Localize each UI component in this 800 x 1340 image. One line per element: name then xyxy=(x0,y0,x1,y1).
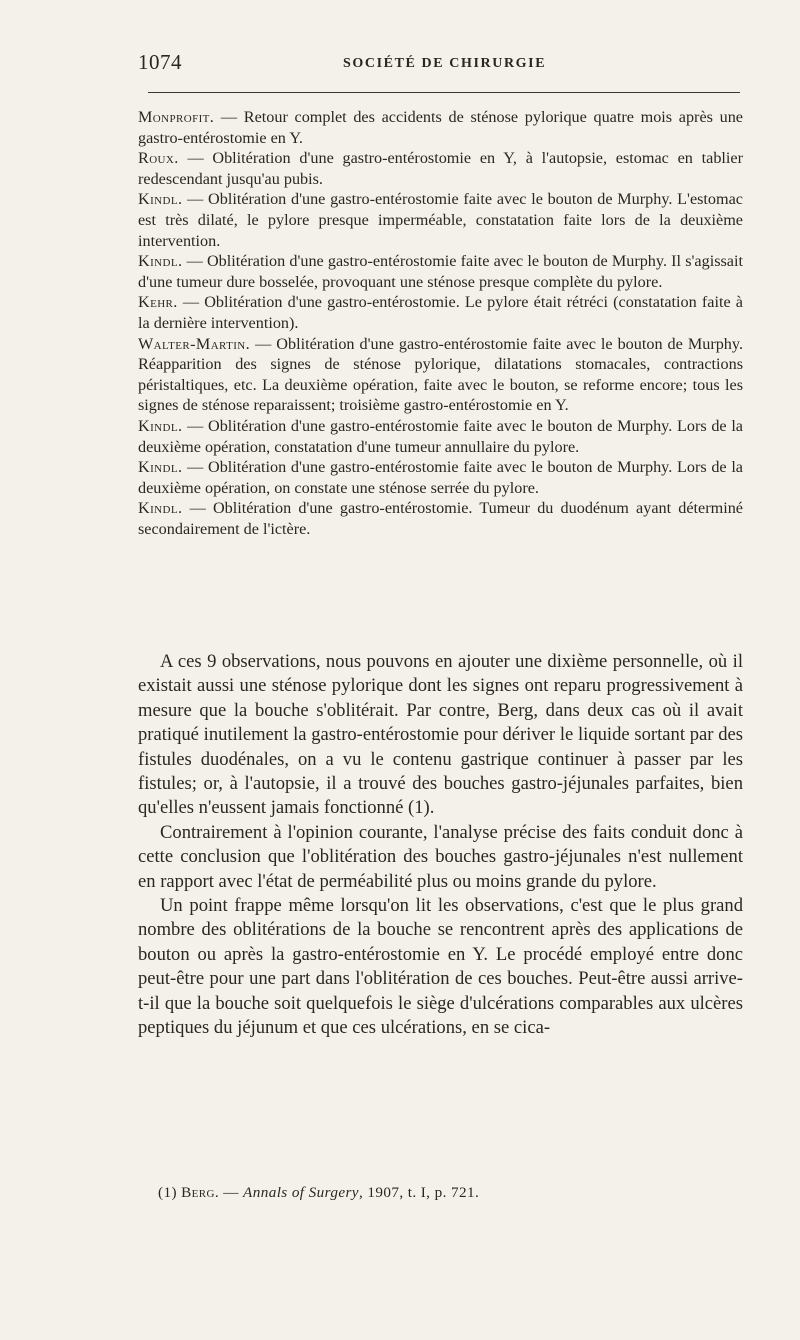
observation-author: Kindl. xyxy=(138,252,183,271)
observation-author: Kindl. xyxy=(138,458,183,477)
observation-text: — Oblitération d'une gastro-entérostomie en Y, à l'autopsie, estomac en tablier redescendant jusqu'au pubis. xyxy=(138,149,743,188)
observation-item xyxy=(138,107,743,148)
paragraph: Un point frappe même lorsqu'on lit les observations, c'est que le plus grand nombre des oblitérations de la bouche se rencontrent après des applications de bouton ou après la gastro-entérostomie en Y. Le procédé employé entre donc peut-être pour une part dans l'oblitération de ces bouches. Peut-être aussi arrive-t-il que la bouche soit quelquefois le siège d'ulcérations comparables aux ulcères peptiques du jéjunum et que ces ulcérations, en se cica- xyxy=(138,895,743,1039)
observation-text: — Oblitération d'une gastro-entérostomie faite avec le bouton de Murphy. Réapparition des signes de sténose pylorique, dilatations stomacales, contractions péristaltiques, etc. La deuxième opération, faite avec le bouton, se reforme encore; tous les signes de sténose reparaissent; troisième gastro-entérostomie en Y. xyxy=(138,334,743,415)
footnote-marker: (1) xyxy=(158,1184,182,1201)
observation-text: — Oblitération d'une gastro-entérostomie faite avec le bouton de Murphy. Lors de la deuxième opération, constatation d'une tumeur annullaire du pylore. xyxy=(138,416,743,456)
observation-author: Kindl. xyxy=(138,499,183,518)
paragraph: Contrairement à l'opinion courante, l'analyse précise des faits conduit donc à cette conclusion que l'oblitération des bouches gastro-jéjunales n'est nullement en rapport avec l'état de perméabilité plus ou moins grande du pylore. xyxy=(138,821,743,892)
observation-author: Roux. xyxy=(138,149,179,168)
observation-item xyxy=(138,148,743,189)
observation-text: — Oblitération d'une gastro-entérostomie. Le pylore était rétréci (constatation faite à la dernière intervention). xyxy=(138,293,743,332)
footnote-journal: Annals of Surgery xyxy=(243,1184,359,1201)
observation-item xyxy=(138,498,743,539)
paragraph: A ces 9 observations, nous pouvons en ajouter une dixième personnelle, où il existait aussi une sténose pylorique dont les signes ont reparu progressivement à mesure que la bouche s'oblitérait. Par contre, Berg, dans deux cas où il avait pratiqué inutilement la gastro-entérostomie pour dériver le liquide sortant par des fistules duodénales, on a vu le contenu gastrique continuer à passer par les fistules; or, à l'autopsie, il a trouvé des bouches gastro-jéjunales parfaites, bien qu'elles n'eussent jamais fonctionné (1). xyxy=(138,651,743,819)
footnote-citation: , 1907, t. I, p. 721. xyxy=(358,1184,480,1201)
observation-text: — Oblitération d'une gastro-entérostomie faite avec le bouton de Murphy. Il s'agissait d'une tumeur dure bosselée, provoquant une sténose presque complète du pylore. xyxy=(138,252,743,291)
observation-item xyxy=(138,334,743,416)
page-header xyxy=(138,50,740,80)
observation-item xyxy=(138,416,743,457)
footnote-separator: — xyxy=(219,1184,244,1201)
main-text xyxy=(138,650,743,1041)
page-number: 1074 xyxy=(138,50,182,74)
observation-text: — Retour complet des accidents de sténose pylorique quatre mois après une gastro-entérostomie en Y. xyxy=(138,108,743,147)
observation-author: Monprofit. xyxy=(138,108,215,126)
running-head: SOCIÉTÉ DE CHIRURGIE xyxy=(343,56,547,71)
observation-item xyxy=(138,292,743,333)
observation-text: — Oblitération d'une gastro-entérostomie faite avec le bouton de Murphy. L'estomac est très dilaté, le pylore presque imperméable, constatation faite lors de la deuxième intervention. xyxy=(138,190,743,250)
observations-list xyxy=(138,107,743,539)
footnote xyxy=(158,1184,479,1202)
header-rule xyxy=(148,92,740,93)
observation-item xyxy=(138,251,743,292)
footnote-author: Berg. xyxy=(181,1184,220,1201)
observation-author: Kindl. xyxy=(138,416,183,435)
observation-author: Kehr. xyxy=(138,293,178,312)
observation-text: — Oblitération d'une gastro-entérostomie faite avec le bouton de Murphy. Lors de la deuxième opération, on constate une sténose serrée du pylore. xyxy=(138,458,743,497)
observation-item xyxy=(138,457,743,498)
observation-author: Walter-Martin. xyxy=(138,334,251,353)
observation-author: Kindl. xyxy=(138,190,183,209)
observation-text: — Oblitération d'une gastro-entérostomie. Tumeur du duodénum ayant déterminé secondairement de l'ictère. xyxy=(138,499,743,538)
observation-item xyxy=(138,189,743,251)
